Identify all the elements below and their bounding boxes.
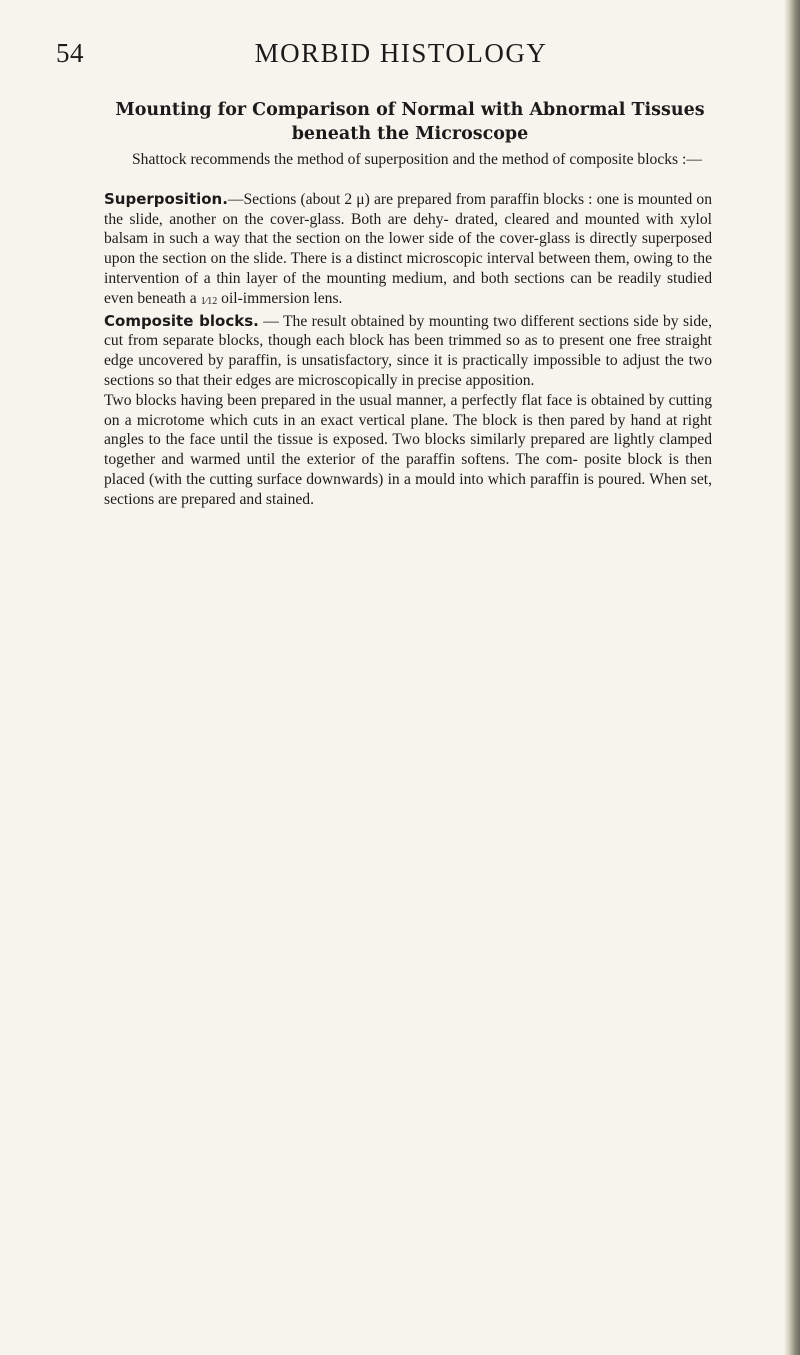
composite-text: — The result obtained by mounting two different sections side by side, cut from separate blocks, though each block has been trimmed so as to present one free straight edge uncovered by paraffin, is unsatisfactory, since it is practically impossible to adjust the two sections so that their edges are microscopically in precise apposition. xyxy=(104,312,712,389)
page-number: 54 xyxy=(56,38,84,68)
composite-paragraph xyxy=(104,312,712,391)
composite-heading: Composite blocks. xyxy=(104,311,259,330)
procedure-paragraph: Two blocks having been prepared in the usual manner, a perfectly flat face is obtained by cutting on a microtome which cuts in an exact vertical plane. The block is then pared by hand at right angles to the face until the tissue is exposed. Two blocks similarly prepared are lightly clamped together and warmed until the exterior of the paraffin softens. The com- posite block is then placed (with the cutting surface downwards) in a mould into which paraffin is poured. When set, sections are prepared and stained. xyxy=(104,391,712,508)
lens-fraction: 1⁄12 xyxy=(200,295,218,307)
intro-paragraph: Shattock recommends the method of superposition and the method of composite blocks :— xyxy=(132,151,702,168)
section-title-line-1: Mounting for Comparison of Normal with Abnormal Tissues xyxy=(115,100,705,120)
superposition-text-end: oil-immersion lens. xyxy=(221,289,343,307)
running-head: MORBID HISTOLOGY xyxy=(254,38,548,68)
superposition-text: —Sections (about 2 μ) are prepared from paraffin blocks : one is mounted on the slide, another on the cover-glass. Both are dehy- drated, cleared and mounted with xylol balsam in such a way that the section on the lower side of the cover-glass is directly superposed upon the section on the slide. There is a distinct microscopic interval between them, owing to the intervention of a thin layer of the mounting medium, and both sections can be readily studied even beneath a xyxy=(104,190,712,307)
section-title xyxy=(100,98,720,146)
body-text xyxy=(104,150,712,510)
section-title-line-2: beneath the Microscope xyxy=(291,124,529,144)
page-header xyxy=(56,38,746,72)
page-edge-shadow xyxy=(784,0,800,1355)
superposition-paragraph xyxy=(104,190,712,312)
superposition-heading: Superposition. xyxy=(104,189,228,208)
